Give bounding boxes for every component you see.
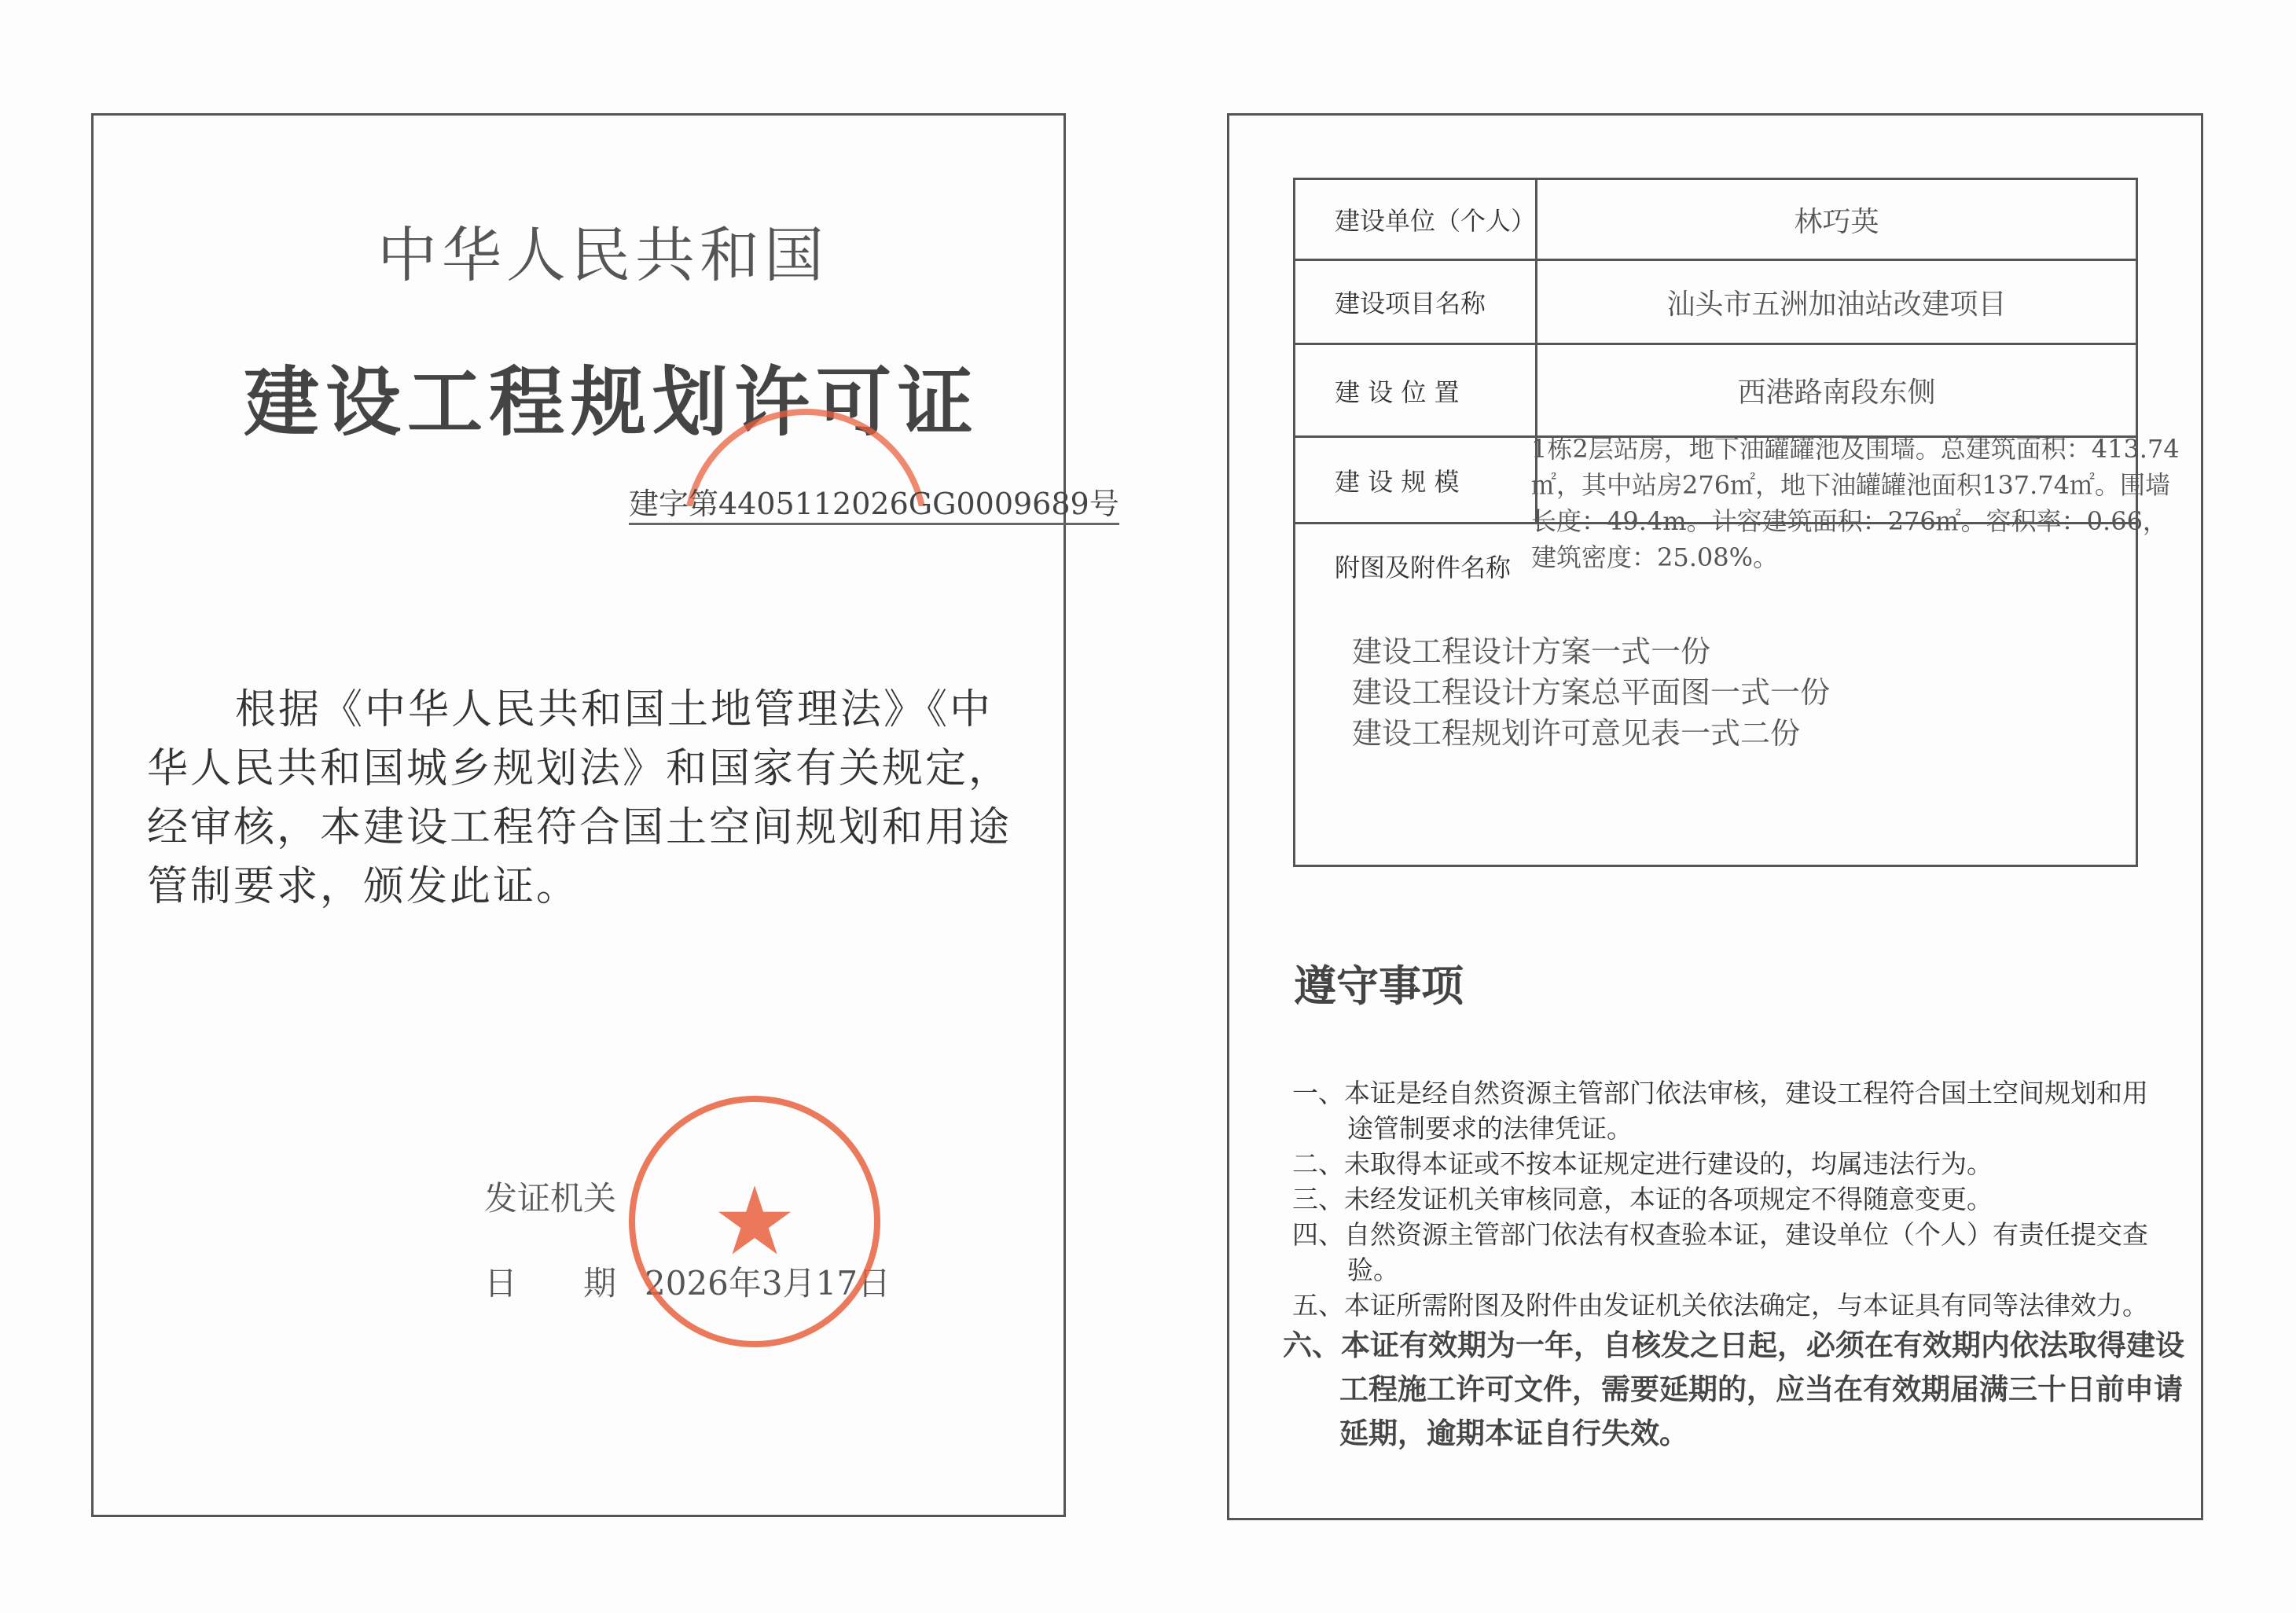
certificate-body-text: 根据《中华人民共和国土地管理法》《中华人民共和国城乡规划法》和国家有关规定，经审核，本建设工程符合国土空间规划和用途管制要求，颁发此证。 bbox=[147, 686, 1012, 910]
label-attachments: 附图及附件名称 bbox=[1335, 553, 1512, 582]
value-location: 西港路南段东侧 bbox=[1537, 344, 2137, 437]
value-project-name: 汕头市五洲加油站改建项目 bbox=[1537, 260, 2137, 344]
official-seal-stamp bbox=[629, 1096, 880, 1347]
country-heading: 中华人民共和国 bbox=[377, 220, 828, 290]
rules-list bbox=[1283, 1075, 2196, 1455]
certificate-number: 建字第4405112026GG0009689号 bbox=[629, 479, 1119, 525]
rules-heading: 遵守事项 bbox=[1294, 961, 1464, 1011]
rule-item: 一、本证是经自然资源主管部门依法审核，建设工程符合国土空间规划和用途管制要求的法律凭证。 bbox=[1292, 1078, 2148, 1144]
certificate-title: 建设工程规划许可证 bbox=[244, 358, 979, 446]
issuer-label: 发证机关 bbox=[484, 1179, 617, 1218]
value-scale: 1栋2层站房，地下油罐罐池及围墙。总建筑面积：413.74㎡，其中站房276㎡，地下油罐罐池面积137.74㎡。围墙长度：49.4m。计容建筑面积：276㎡。容积率：0.66，建筑密度：25.08%。 bbox=[1531, 434, 2180, 572]
date-label: 日 期 bbox=[484, 1264, 617, 1303]
label-scale: 建 设 规 模 bbox=[1295, 437, 1537, 524]
rule-item: 三、未经发证机关审核同意，本证的各项规定不得随意变更。 bbox=[1292, 1184, 1993, 1214]
issue-date: 2026年3月17日 bbox=[645, 1264, 891, 1303]
rule-item: 四、自然资源主管部门依法有权查验本证，建设单位（个人）有责任提交查验。 bbox=[1292, 1219, 2148, 1285]
label-project-name: 建设项目名称 bbox=[1295, 260, 1537, 344]
attachment-item: 建设工程设计方案总平面图一式一份 bbox=[1352, 675, 1831, 710]
label-location: 建 设 位 置 bbox=[1295, 344, 1537, 437]
value-builder: 林巧英 bbox=[1537, 179, 2137, 260]
attachment-item: 建设工程规划许可意见表一式二份 bbox=[1352, 716, 1801, 751]
label-builder: 建设单位（个人） bbox=[1295, 179, 1537, 260]
star-icon: ★ bbox=[712, 1167, 797, 1277]
attachment-item: 建设工程设计方案一式一份 bbox=[1352, 634, 1711, 669]
rule-item: 五、本证所需附图及附件由发证机关依法确定，与本证具有同等法律效力。 bbox=[1292, 1290, 2148, 1321]
rule-item: 二、未取得本证或不按本证规定进行建设的，均属违法行为。 bbox=[1292, 1148, 1993, 1179]
rule-item: 六、本证有效期为一年，自核发之日起，必须在有效期内依法取得建设工程施工许可文件，需要延期的，应当在有效期届满三十日前申请延期，逾期本证自行失效。 bbox=[1283, 1328, 2184, 1450]
